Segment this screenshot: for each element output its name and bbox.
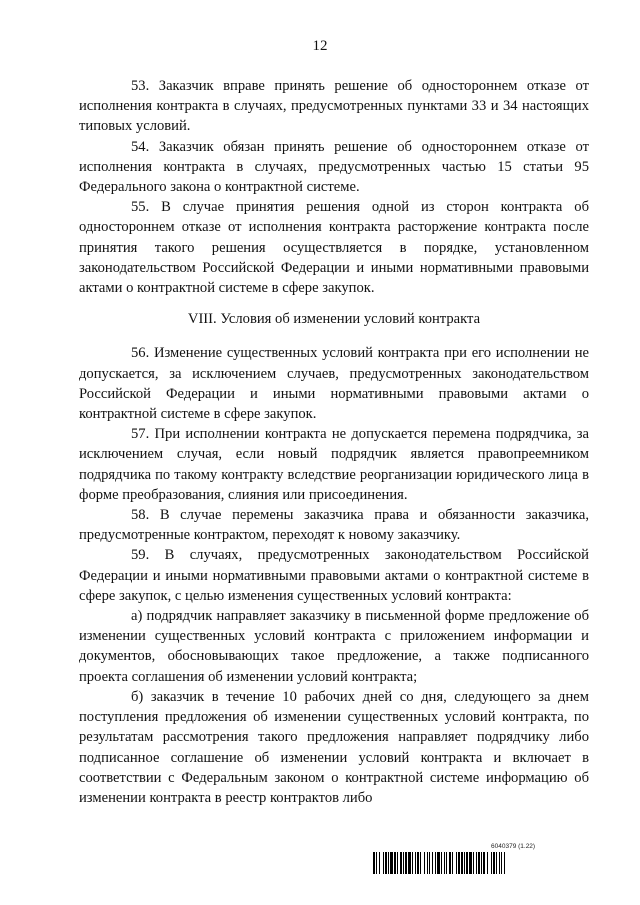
paragraph-54: 54. Заказчик обязан принять решение об одностороннем отказе от исполнения контракта в случаях, предусмотренных частью 15 статьи 95 Федерального закона о контрактной системе. — [79, 138, 589, 196]
section-heading: VIII. Условия об изменении условий контракта — [187, 311, 481, 328]
document-code: 6040379 (1.22) — [491, 843, 536, 850]
paragraph-56: 56. Изменение существенных условий контракта при его исполнении не допускается, за исключением случаев, предусмотренных законодательством Российской Федерации и иными нормативными правовыми актами о контрактной системе в сфере закупок. — [79, 345, 589, 423]
document-body — [79, 76, 589, 808]
paragraph-59-b: б) заказчик в течение 10 рабочих дней со дня, следующего за днем поступления предложения об изменении существенных условий контракта, по результатам рассмотрения такого предложения направляет подрядчику либо подписанное соглашение об изменении условий контракта и включает в соответствии с Федеральным законом о контрактной системе информацию об изменении контракта в реестр контрактов либо — [79, 688, 589, 806]
barcode-bar — [505, 852, 508, 874]
paragraph-55: 55. В случае принятия решения одной из сторон контракта об одностороннем отказе от исполнения контракта расторжение контракта после принятия такого решения осуществляется в порядке, установленном законодательством Российской Федерации и иными нормативными правовыми актами о контрактной системе в сфере закупок. — [79, 199, 589, 297]
page-number: 12 — [312, 38, 328, 54]
paragraph-57: 57. При исполнении контракта не допускается перемена подрядчика, за исключением случая, если новый подрядчик является правопреемником подрядчика по такому контракту вследствие реорганизации юридического лица в форме преобразования, слияния или присоединения. — [79, 426, 589, 503]
paragraph-53: 53. Заказчик вправе принять решение об одностороннем отказе от исполнения контракта в случаях, предусмотренных пунктами 33 и 34 настоящих типовых условий. — [79, 78, 589, 135]
paragraph-59-a: а) подрядчик направляет заказчику в письменной форме предложение об изменении существенных условий контракта с приложением информации и документов, обосновывающих такое предложение, а также подписанного проекта соглашения об изменении условий контракта; — [79, 608, 589, 685]
paragraph-58: 58. В случае перемены заказчика права и обязанности заказчика, предусмотренные контрактом, переходят к новому заказчику. — [79, 507, 589, 544]
barcode-image — [373, 852, 591, 874]
paragraph-59: 59. В случаях, предусмотренных законодательством Российской Федерации и иными нормативными правовыми актами о контрактной системе в сфере закупок, с целью изменения существенных условий контракта: — [79, 547, 589, 604]
